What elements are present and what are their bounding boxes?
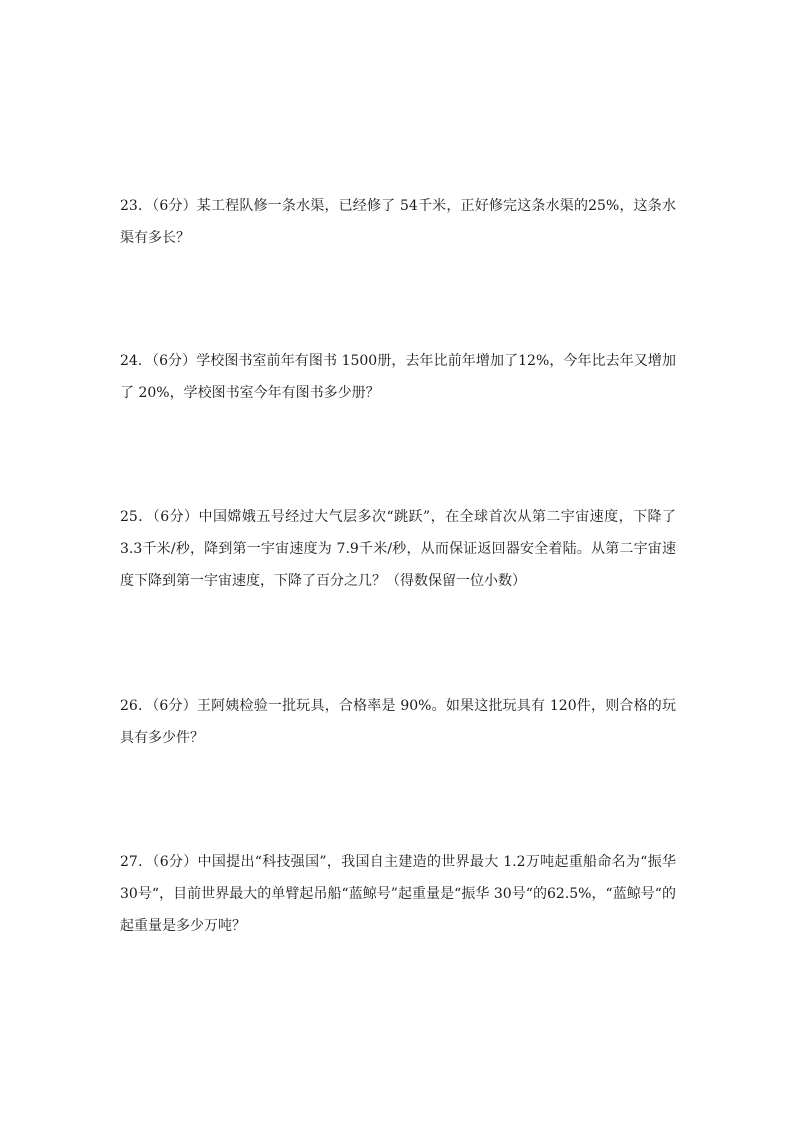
question-25: 25．（6分）中国嫦娥五号经过大气层多次“跳跃”，在全球首次从第二宇宙速度，下降了3.3千米/秒，降到第一宇宙速度为 7.9千米/秒，从而保证返回器安全着陆。从第二宇宙速度下降到第一宇宙速度，下降了百分之几？（得数保留一位小数）	[120, 509, 676, 589]
question-24: 24．（6分）学校图书室前年有图书 1500册，去年比前年增加了12%，今年比去年又增加了 20%，学校图书室今年有图书多少册？	[120, 353, 676, 401]
question-27: 27．（6分）中国提出“科技强国”，我国自主建造的世界最大 1.2万吨起重船命名为“振华 30号“，目前世界最大的单臂起吊船“蓝鲸号”起重量是“振华 30号“的62.5%，“蓝鲸号“的起重量是多少万吨？	[120, 854, 676, 934]
question-23: 23．（6分）某工程队修一条水渠，已经修了 54千米，正好修完这条水渠的25%，这条水渠有多长？	[120, 198, 676, 246]
question-26: 26．（6分）王阿姨检验一批玩具，合格率是 90%。如果这批玩具有 120件，则合格的玩具有多少件？	[120, 698, 676, 746]
